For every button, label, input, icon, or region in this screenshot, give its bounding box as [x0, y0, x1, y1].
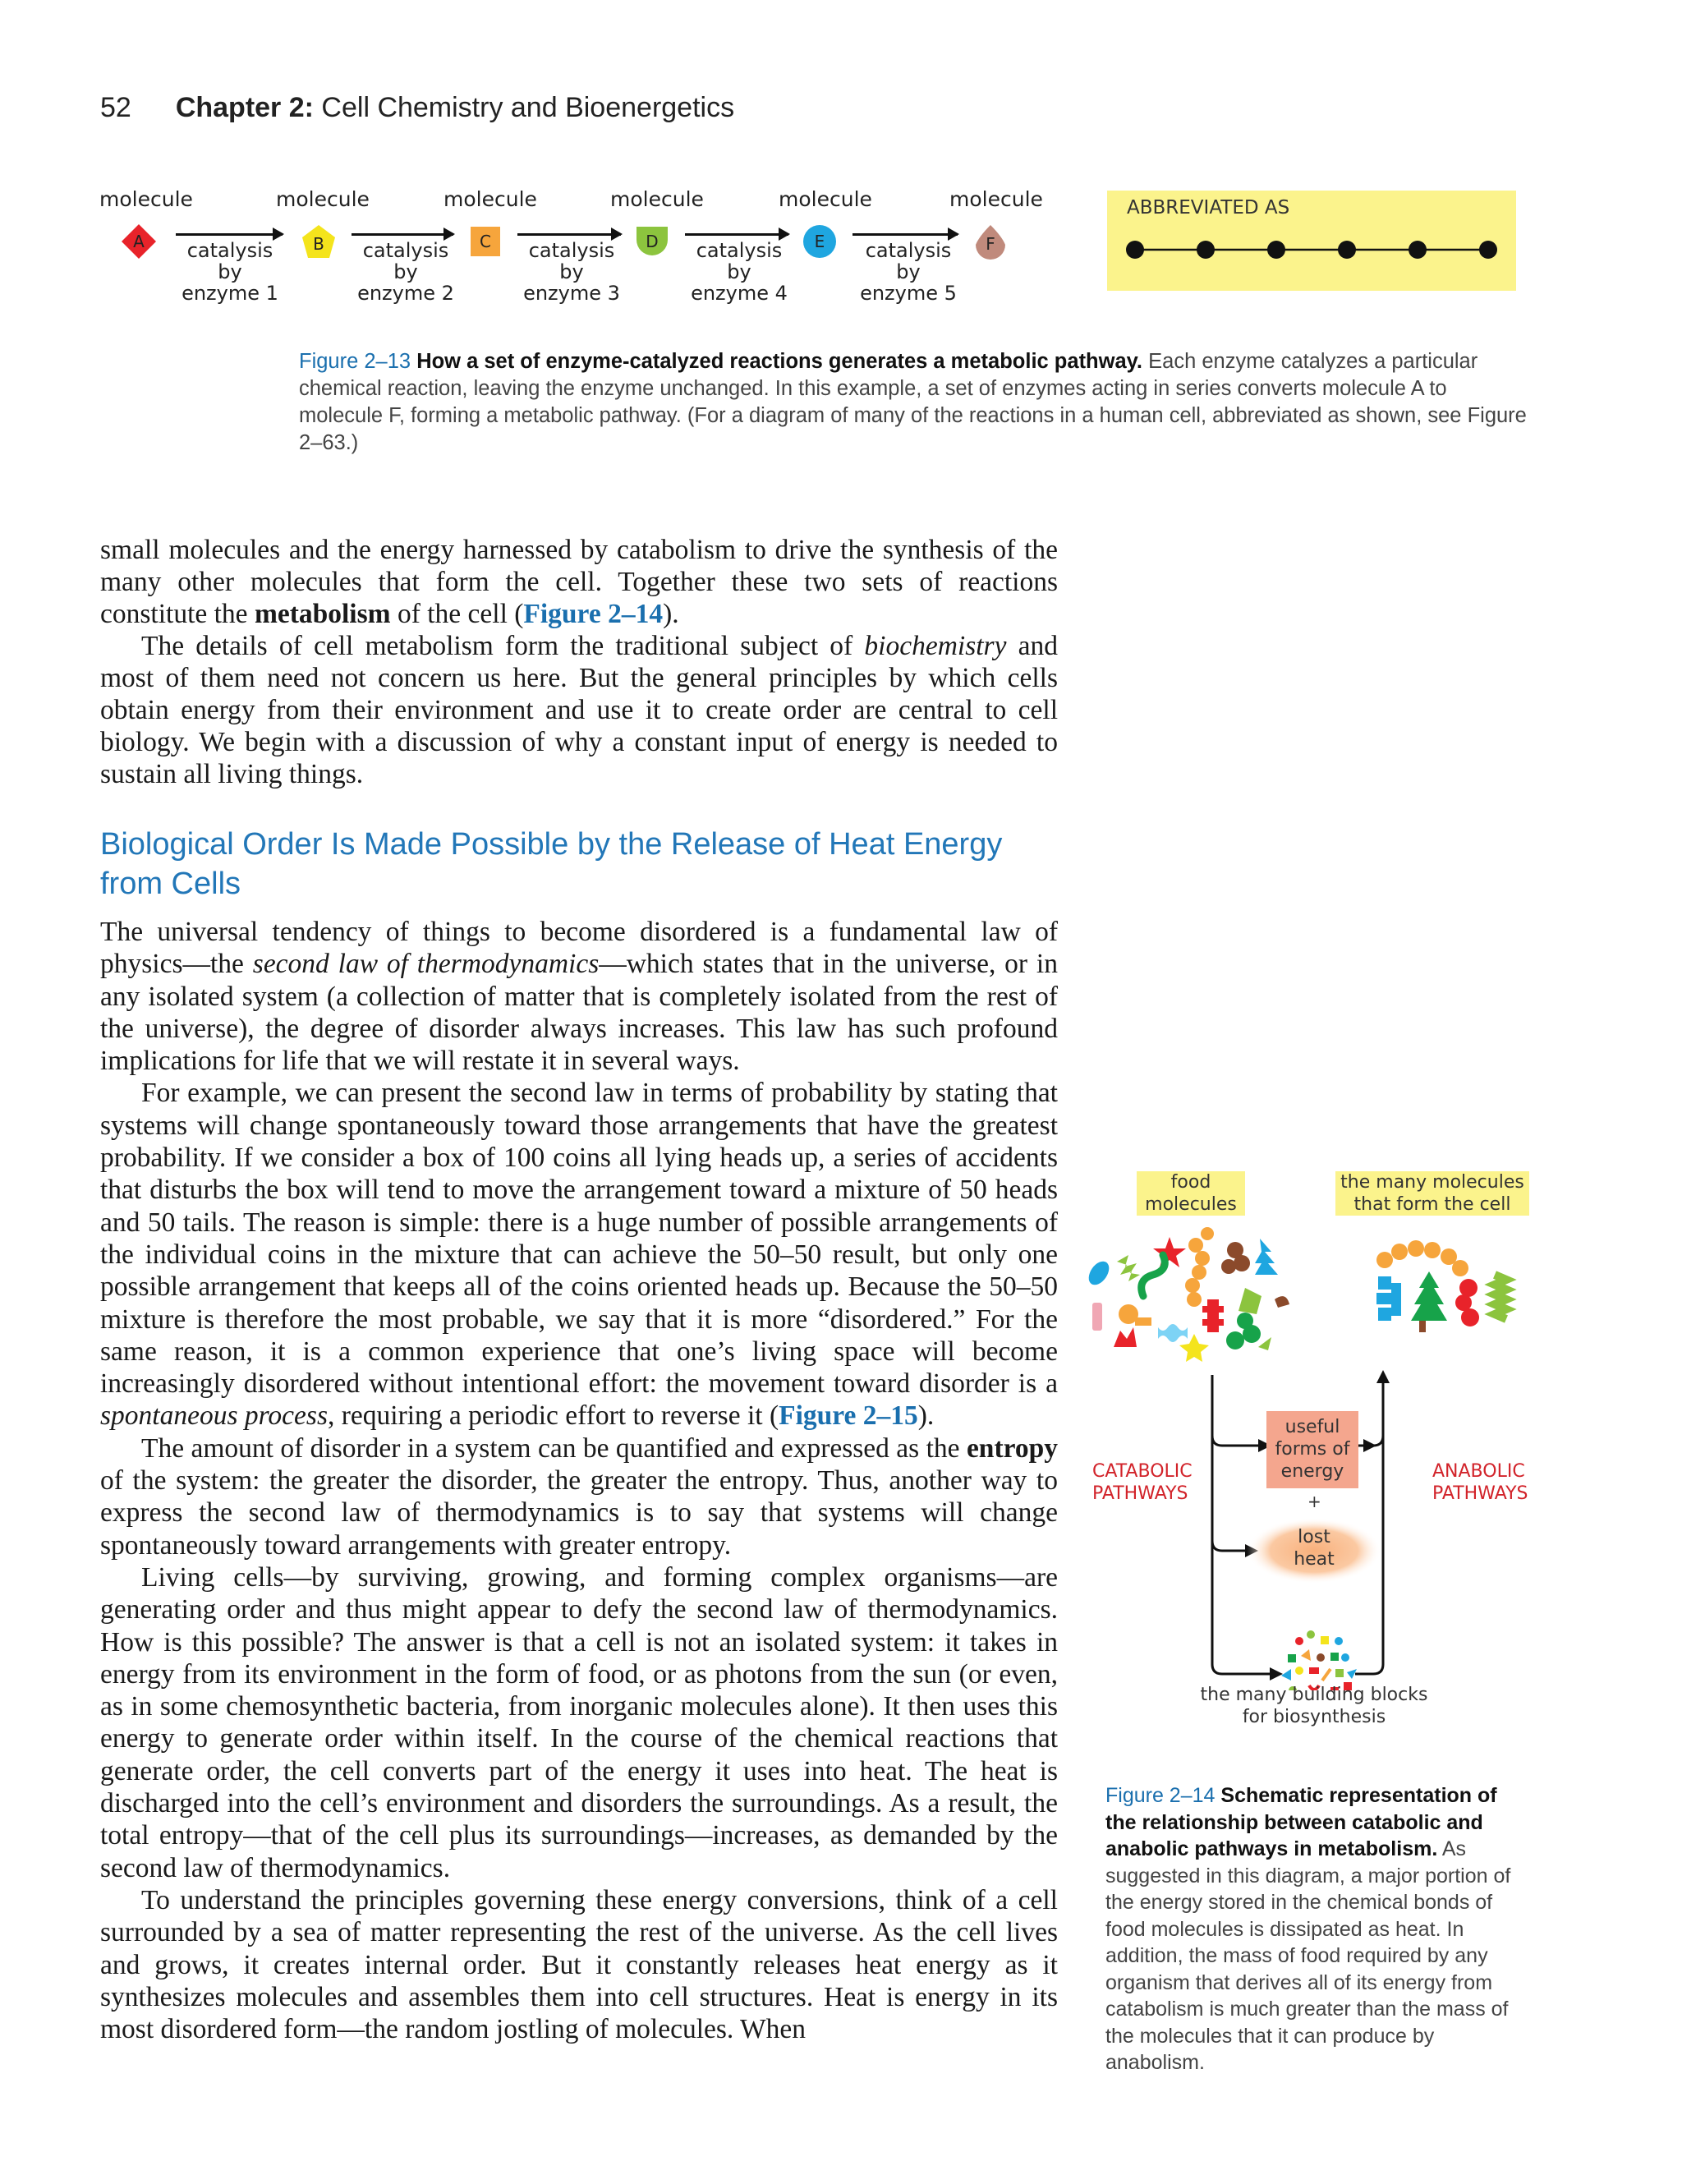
catalysis-5-line2: enzyme 5: [860, 282, 957, 305]
catalysis-4-line2: enzyme 4: [691, 282, 788, 305]
cell-label-line1: the many molecules: [1340, 1172, 1524, 1193]
bold-term-entropy: entropy: [966, 1432, 1058, 1464]
abbreviated-pathway-icon: [1124, 230, 1501, 271]
body-text-intro: [100, 534, 1058, 790]
anabolic-line2: PATHWAYS: [1432, 1483, 1528, 1504]
bold-term-metabolism: metabolism: [254, 599, 391, 629]
reaction-arrow-3: [517, 233, 621, 236]
blocks-line2: for biosynthesis: [1242, 1707, 1386, 1727]
lost-line2: heat: [1294, 1549, 1335, 1570]
paragraph: [100, 1432, 1058, 1561]
figure-2-13-pathway: [97, 187, 1043, 305]
chapter-label: Chapter 2:: [175, 92, 314, 123]
molecule-c-letter: C: [480, 232, 491, 251]
text-run: , requiring a periodic effort to reverse it (: [327, 1400, 779, 1432]
figure-2-14-link[interactable]: Figure 2–14: [523, 599, 664, 629]
lost-heat-label: [1266, 1526, 1362, 1570]
text-run: The details of cell metabolism form the traditional subject of: [141, 631, 865, 661]
text-run: For example, we can present the second law in terms of probability by stating that systems will change spontaneously toward those arrangements that have the greatest probability. If we consider a box of 100 coins all lying heads up, a series of accidents that disturbs the box will tend to move the arrangement toward a mixture of 50 heads and 50 tails. The reason is simple: there is a huge number of possible arrangements of the individual coins in the mixture that can achieve the 50–50 result, but only one possible arrangement that keeps all of the coins oriented heads up. Because the 50–50 mixture is therefore the most probable, we say that it is more “disordered.” For the same reason, it is a common experience that one’s living space will become increasingly disordered without intentional effort: the movement toward disorder is a: [100, 1078, 1058, 1400]
catalysis-2-line2: enzyme 2: [357, 282, 454, 305]
catalysis-4-line1: catalysis by: [696, 239, 783, 283]
text-run: —which states that in the universe, or in any isolated system (a collection of matter that is completely isolated from the rest of the universe), the degree of disorder always increases. This law has such profound implications for life that we will restate it in several ways.: [100, 949, 1058, 1077]
cell-label-line2: that form the cell: [1353, 1194, 1511, 1215]
molecule-label-d: molecule: [610, 187, 704, 211]
catalysis-label-4: [682, 240, 797, 304]
molecule-b-pentagon: [301, 223, 337, 260]
reaction-arrow-2: [352, 233, 453, 236]
text-run: and most of them need not concern us here. But the general principles by which cells obtain energy from their environment and use it to create order are central to cell biology. We begin with a discussion of why a constant input of energy is needed to sustain all living things.: [100, 631, 1058, 789]
lost-line1: lost: [1298, 1527, 1330, 1547]
molecule-label-e: molecule: [779, 187, 872, 211]
figure-2-14-diagram: [1084, 1165, 1544, 1740]
molecule-d-letter: D: [646, 232, 659, 251]
catalysis-label-5: [851, 240, 966, 304]
paragraph: To understand the principles governing these energy conversions, think of a cell surrounded by a sea of matter representing the rest of the universe. As the cell lives and grows, it creates internal order. But it constantly releases heat energy as it synthesizes molecules and assembles them into cell structures. Heat is energy in its most disordered form—the random jostling of molecules. When: [100, 1884, 1058, 2045]
useful-energy-label: [1266, 1416, 1358, 1483]
figure-2-13-title: How a set of enzyme-catalyzed reactions generates a metabolic pathway.: [416, 350, 1143, 373]
molecule-d-shield: [634, 223, 670, 260]
paragraph: [100, 1077, 1058, 1432]
building-blocks-cluster: [1281, 1630, 1357, 1690]
figure-2-14-number: Figure 2–14: [1105, 1784, 1216, 1807]
reaction-arrow-1: [176, 233, 283, 236]
italic-term-spontaneous: spontaneous process: [100, 1400, 328, 1432]
abbreviated-as-label: ABBREVIATED AS: [1127, 197, 1290, 218]
food-molecules-cluster: [1085, 1227, 1289, 1362]
catalysis-label-1: [172, 240, 287, 304]
figure-2-14-caption: [1105, 1782, 1533, 2076]
paragraph: [100, 916, 1058, 1077]
figure-2-13-number: Figure 2–13: [299, 350, 411, 373]
catalysis-3-line1: catalysis by: [528, 239, 615, 283]
anabolic-pathways-label: [1432, 1460, 1528, 1505]
catalysis-1-line1: catalysis by: [186, 239, 273, 283]
paragraph: [100, 630, 1058, 790]
figure-2-14-text: As suggested in this diagram, a major portion of the energy stored in the chemical bonds of food molecules is dissipated as heat. In addition, the mass of food required by any organism that derives all of its energy from catabolism is much greater than the mass of the molecules that it can produce by anabolism.: [1105, 1837, 1511, 2074]
italic-term-biochemistry: biochemistry: [864, 631, 1007, 661]
italic-term-second-law: second law of thermodynamics: [252, 949, 600, 980]
useful-line1: useful: [1284, 1417, 1340, 1437]
abbreviated-as-box: [1107, 191, 1516, 291]
page-number: 52: [100, 92, 131, 123]
molecule-label-f: molecule: [949, 187, 1043, 211]
catabolic-line1: CATABOLIC: [1092, 1461, 1193, 1482]
paragraph: Living cells—by surviving, growing, and forming complex organisms—are generating order and thus might appear to defy the second law of thermodynamics. How is this possible? The answer is that a cell is not an isolated system: it takes in energy from its environment in the form of food, or as photons from the sun (or even, as in some chemosynthetic bacteria, from inorganic molecules alone). It then uses this energy to generate order within itself. In the course of the chemical reactions that generate order, the cell converts part of the energy it uses into heat. The heat is discharged into the cell’s environment and disorders the surroundings. As a result, the total entropy—that of the cell plus its surroundings—increases, as demanded by the second law of thermodynamics.: [100, 1561, 1058, 1883]
catalysis-1-line2: enzyme 1: [182, 282, 278, 305]
catalysis-label-3: [514, 240, 629, 304]
anabolic-line1: ANABOLIC: [1432, 1461, 1525, 1482]
running-head: [100, 92, 734, 124]
plus-sign: +: [1307, 1492, 1321, 1511]
paragraph: [100, 534, 1058, 630]
text-run: of the system: the greater the disorder, the greater the entropy. Thus, another way to express the second law of thermodynamics is to say that systems will change spontaneously toward arrangements with greater entropy.: [100, 1465, 1058, 1561]
molecule-f-letter: F: [986, 234, 995, 254]
text-run: of the cell (: [390, 599, 524, 629]
cell-molecules-cluster: [1376, 1240, 1506, 1332]
text-run: The universal tendency of things to become disordered is a fundamental law of physics—the: [100, 917, 1058, 980]
catalysis-2-line1: catalysis by: [362, 239, 449, 283]
catalysis-label-2: [348, 240, 463, 304]
molecule-label-c: molecule: [443, 187, 537, 211]
molecule-e-circle: [802, 223, 838, 260]
text-run: The amount of disorder in a system can be quantified and expressed as the: [141, 1432, 967, 1464]
section-heading: Biological Order Is Made Possible by the Release of Heat Energy from Cells: [100, 827, 1003, 901]
body-text-section: [100, 916, 1058, 2045]
molecule-a-diamond: [121, 223, 157, 260]
chapter-title: Cell Chemistry and Bioenergetics: [321, 92, 735, 123]
text-run: ).: [663, 599, 679, 629]
blocks-line1: the many building blocks: [1200, 1685, 1428, 1705]
reaction-arrow-4: [685, 233, 788, 236]
food-label-line1: food: [1170, 1172, 1211, 1193]
figure-2-14-title: Schematic representation of the relationship between catabolic and anabolic pathways in metabolism.: [1105, 1784, 1497, 1860]
molecule-e-letter: E: [814, 232, 825, 251]
molecule-label-a: molecule: [99, 187, 193, 211]
reaction-arrow-5: [852, 233, 958, 236]
useful-line2: forms of: [1275, 1439, 1350, 1460]
molecule-label-b: molecule: [276, 187, 370, 211]
catalysis-5-line1: catalysis by: [865, 239, 952, 283]
useful-line3: energy: [1280, 1461, 1344, 1482]
catalysis-3-line2: enzyme 3: [523, 282, 620, 305]
figure-2-15-link[interactable]: Figure 2–15: [779, 1400, 918, 1432]
molecule-c-square: [467, 223, 503, 260]
figure-2-13-text: Each enzyme catalyzes a particular chemical reaction, leaving the enzyme unchanged. In this example, a set of enzymes acting in series converts molecule A to molecule F, forming a metabolic pathway. (For a diagram of many of the reactions in a human cell, abbreviated as shown, see Figure 2–63.): [299, 350, 1527, 454]
catabolic-pathways-label: [1092, 1460, 1193, 1505]
building-blocks-label: [1150, 1684, 1478, 1728]
text-run: small molecules and the energy harnessed by catabolism to drive the synthesis of the many other molecules that form the cell. Together these two sets of reactions constitute the: [100, 535, 1058, 629]
molecule-f-drop: [972, 223, 1009, 260]
figure-2-13-caption: [299, 348, 1531, 457]
catabolic-line2: PATHWAYS: [1092, 1483, 1188, 1504]
molecule-a-letter: A: [133, 232, 145, 251]
text-run: ).: [917, 1400, 935, 1432]
food-label-line2: molecules: [1145, 1194, 1237, 1215]
molecule-b-letter: B: [313, 234, 324, 254]
